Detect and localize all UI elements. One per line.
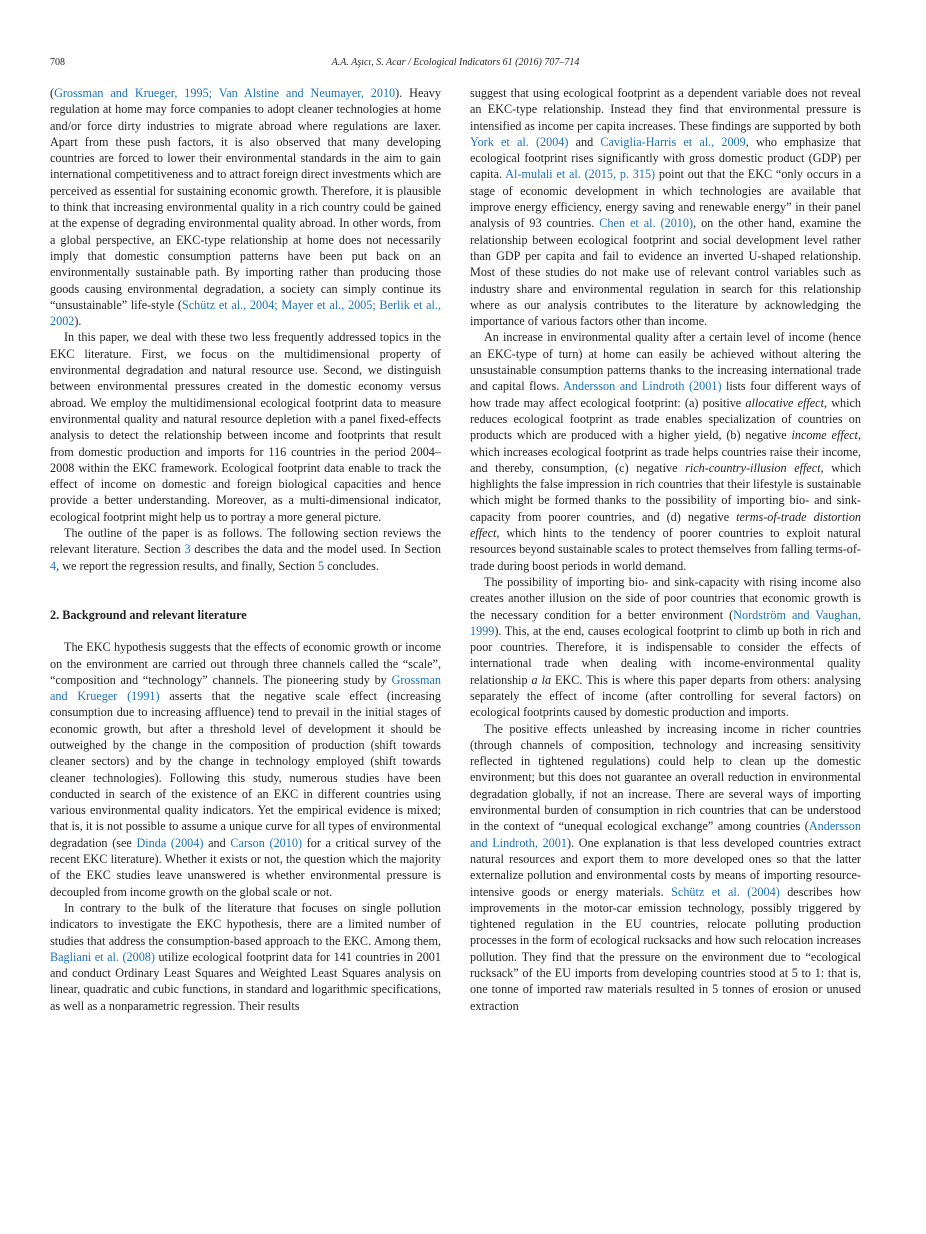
emphasis: rich-country-illusion effect — [685, 460, 821, 475]
paragraph: In this paper, we deal with these two less frequently addressed topics in the EKC literature. First, we focus on the multidimensional property of environmental degradation and natural resource use. Second, we distinguish between environmental pressures created in the domestic economy versus abroad. We employ the multidimensional ecological footprint data to measure environmental quality and natural resource depletion with a panel fixed-effects analysis to detect the relationship between income and footprints that result from domestic production and imports for 116 countries in the period 2004–2008 within the EKC framework. Ecological footprint data enable to track the effect of income on domestic and foreign biological capacities and hence provide a better understanding. Moreover, as a multi-dimensional indicator, ecological footprint might help us to portray a more general picture. — [50, 330, 441, 524]
paragraph: suggest that using ecological footprint as a dependent variable does not reveal an EKC-type relationship. Instead they find that environmental pressure is intensified as income per capita increases. These findings are supported by both York et al. (2004) and Caviglia-Harris et al., 2009, who emphasize that ecological footprint rises significantly with gross domestic product (GDP) per capita. Al-mulali et al. (2015, p. 315) point out that the EKC “only occurs in a stage of economic development in which technologies are available that improve energy efficiency, energy saving and renewable energy” in their panel analysis of 93 countries. Chen et al. (2010), on the other hand, examine the relationship between ecological footprint and social development level rather than GDP per capita and fail to evidence an inverted U-shaped relationship. Most of these studies do not make use of relevant control variables such as industry share and environmental regulation in search for this relationship where as our analysis contributes to the literature by acknowledging the importance of various factors other than income. — [470, 86, 861, 329]
citation-link[interactable]: Chen et al. (2010) — [599, 216, 694, 231]
emphasis: a la — [531, 672, 552, 687]
section-heading: 2. Background and relevant literature — [50, 607, 247, 622]
paragraph: The outline of the paper is as follows. The following section reviews the relevant literature. Section 3 describes the data and the model used. In Section 4, we report the regression results, and finally, Section 5 concludes. — [50, 526, 441, 573]
section-ref-link[interactable]: 5 — [317, 558, 325, 573]
left-column — [50, 85, 441, 1014]
page-header — [50, 56, 861, 70]
paragraph: In contrary to the bulk of the literature that focuses on single pollution indicators to investigate the EKC hypothesis, there are a limited number of studies that address the consumption-based approach to the EKC. Among them, Bagliani et al. (2008) utilize ecological footprint data for 141 countries in 2001 and conduct Ordinary Least Squares and Weighted Least Squares analysis on linear, quadratic and cubic functions, in standard and logarithmic specifications, as well as a nonparametric regression. Their results — [50, 900, 441, 1013]
citation-link[interactable]: Bagliani et al. (2008) — [50, 949, 155, 964]
right-column — [470, 85, 861, 1014]
citation-link[interactable]: Nordström and Vaughan, 1999 — [470, 607, 862, 638]
citation-link[interactable]: Andersson and Lindroth, 2001 — [470, 819, 861, 850]
emphasis: terms-of-trade distortion effect — [470, 509, 862, 541]
citation-link[interactable]: Caviglia-Harris et al., 2009 — [600, 134, 746, 149]
citation-link[interactable]: Dinda (2004) — [136, 835, 204, 850]
paragraph: The EKC hypothesis suggests that the effects of economic growth or income on the environment are carried out through three channels called the “scale”, “composition and “technology” channels. The pioneering study by Grossman and Krueger (1991) asserts that the negative scale effect (increasing consumption due to increasing affluence) tend to prevail in the initial stages of economic growth, but after a threshold level of development it should be outweighed by the change in the composition of production (shift towards cleaner sectors) and by the change in technology employed (shift towards cleaner technologies). Following this study, numerous studies have been conducted in search of the existence of an EKC in different countries using various environmental quality indicators. Yet the empirical evidence is mixed; that is, it is not possible to assume a unique curve for all types of environmental degradation (see Dinda (2004) and Carson (2010) for a critical survey of the recent EKC literature). Whether it exists or not, the question which the majority of the EKC studies leave unanswered is whether environmental pressure is decoupled from income growth on the global scale or not. — [50, 640, 441, 899]
emphasis: income effect — [791, 428, 858, 443]
citation-link[interactable]: Grossman and Krueger (1991) — [50, 672, 441, 704]
emphasis: allocative effect — [745, 395, 824, 410]
running-head: A.A. Aşıcı, S. Acar / Ecological Indicators 61 (2016) 707–714 — [331, 57, 580, 68]
citation-link[interactable]: Andersson and Lindroth (2001) — [563, 379, 722, 394]
citation-link[interactable]: Schütz et al. (2004) — [671, 884, 780, 899]
paragraph: The possibility of importing bio- and sink-capacity with rising income also creates another illusion on the side of poor countries that economic growth is the necessary condition for a better environment (Nordström and Vaughan, 1999). This, at the end, causes ecological footprint to climb up both in rich and poor countries. Therefore, it is indispensable to consider the effects of international trade when dealing with income-environmental quality relationship a la EKC. This is where this paper departs from others: analysing separately the effect of income (after controlling for several factors) on ecological footprints caused by domestic production and imports. — [470, 574, 862, 720]
section-ref-link[interactable]: 3 — [184, 542, 191, 557]
citation-link[interactable]: Al-mulali et al. (2015, p. 315) — [505, 167, 656, 182]
citation-link[interactable]: Grossman and Krueger, 1995; Van Alstine and Neumayer, 2010 — [54, 86, 396, 100]
citation-link[interactable]: York et al. (2004) — [470, 134, 569, 149]
page-number: 708 — [50, 57, 65, 68]
citation-link[interactable]: Carson (2010) — [230, 835, 303, 850]
section-ref-link[interactable]: 4 — [50, 558, 57, 573]
paragraph: (Grossman and Krueger, 1995; Van Alstine and Neumayer, 2010). Heavy regulation at home may force companies to adopt cleaner technologies at home and/or force dirty industries to migrate abroad where regulations are laxer. Apart from these push factors, it is also observed that many developing countries are forced to lower their environmental standards in the aim to gain international competitiveness and to attract foreign direct investments which are perceived as essential for sustaining economic growth. Therefore, it is plausible to think that increasing environmental quality in a rich country could be gained at the expense of degrading environmental quality abroad. In other words, from a global perspective, an EKC-type relationship at home does not necessarily imply that domestic consumption patterns have been put back on an environmentally sustainable path. By importing rather than producing those goods causing environmental degradation, a society can simply continue its “unsustainable” life-style (Schütz et al., 2004; Mayer et al., 2005; Berlik et al., 2002). — [50, 86, 441, 329]
citation-link[interactable]: Schütz et al., 2004; Mayer et al., 2005; Berlik et al., 2002 — [50, 297, 441, 329]
paragraph: The positive effects unleashed by increasing income in richer countries (through channels of composition, technology and increasing sensitivity reflected in tightened regulations) could help to clean up the domestic environment; but this does not guarantee an overall reduction in environmental degradation globally, if not an increase. There are several ways of importing environmental burden of consumption in rich countries that can be understood in the context of “unequal ecological exchange” among countries (Andersson and Lindroth, 2001). One explanation is that less developed countries extract natural resources and export them to more developed ones so that the latter externalize pollution and environmental costs by means of importing resource-intensive goods or energy materials. Schütz et al. (2004) describes how improvements in the motor-car emission technology, possibly triggered by tightened regulation in the EU countries, relocate polluting production processes in the form of ecological rucksacks and how such relocation increases pollution. They find that the pressure on the environment due to “ecological rucksack” of the EU imports from developing countries stood at 5 to 1: that is, one tonne of imported raw materials resulted in 5 tonnes of erosion or unused extraction — [470, 721, 861, 1013]
paragraph: An increase in environmental quality after a certain level of income (hence an EKC-type of turn) at home can easily be achieved without altering the unsustainable consumption patterns thanks to the increasing international trade and capital flows. Andersson and Lindroth (2001) lists four different ways of how trade may affect ecological footprint: (a) positive allocative effect, which reduces ecological footprint as trade enables specialization of countries on products which are produced with a higher yield, (b) negative income effect, which increases ecological footprint as trade helps countries raise their income, and thereby, consumption, (c) negative rich-country-illusion effect, which highlights the false impression in rich countries that their lifestyle is sustainable which might be formed thanks to the possibility of importing bio- and sink-capacity from poorer countries, and (d) negative terms-of-trade distortion effect, which hints to the tendency of poorer countries to exploit natural resources beyond sustainable scales to protect themselves from falling terms-of-trade during boost periods in world demand. — [470, 330, 862, 573]
